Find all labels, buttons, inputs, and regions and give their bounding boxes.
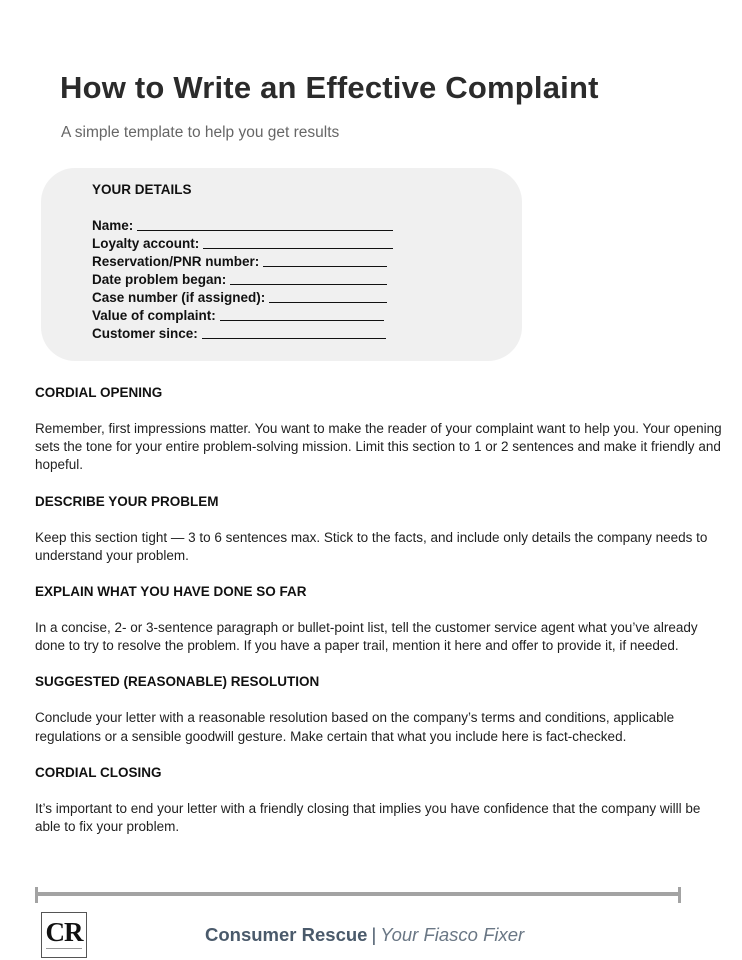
logo-underline bbox=[46, 948, 82, 951]
section-heading: CORDIAL OPENING bbox=[35, 385, 163, 400]
field-label: Value of complaint: bbox=[92, 308, 216, 323]
loyalty-account-field[interactable] bbox=[92, 233, 522, 251]
page-subtitle: A simple template to help you get results bbox=[61, 124, 340, 141]
divider-right-cap bbox=[678, 887, 681, 903]
fill-in-line[interactable] bbox=[220, 308, 384, 321]
field-label: Date problem began: bbox=[92, 272, 227, 287]
fill-in-line[interactable] bbox=[137, 218, 393, 231]
reservation-pnr-field[interactable] bbox=[92, 251, 522, 269]
section-heading: SUGGESTED (REASONABLE) RESOLUTION bbox=[35, 674, 320, 690]
date-problem-began-field[interactable] bbox=[92, 269, 522, 287]
section-heading: CORDIAL CLOSING bbox=[35, 764, 162, 780]
field-label: Customer since: bbox=[92, 326, 198, 341]
brand-tagline: Your Fiasco Fixer bbox=[380, 924, 525, 945]
guidance-sections bbox=[35, 384, 725, 854]
fill-in-line[interactable] bbox=[202, 326, 386, 339]
details-heading: YOUR DETAILS bbox=[92, 182, 192, 197]
brand-name: Consumer Rescue bbox=[205, 924, 368, 945]
value-of-complaint-field[interactable] bbox=[92, 305, 522, 323]
section-describe-problem bbox=[35, 493, 725, 565]
brand-separator: | bbox=[371, 924, 377, 945]
page-title: How to Write an Effective Complaint bbox=[60, 70, 599, 105]
section-heading: EXPLAIN WHAT YOU HAVE DONE SO FAR bbox=[35, 584, 307, 600]
section-cordial-closing bbox=[35, 764, 725, 836]
fill-in-line[interactable] bbox=[230, 272, 387, 285]
footer-divider bbox=[35, 892, 681, 896]
fill-in-line[interactable] bbox=[203, 236, 393, 249]
fill-in-line[interactable] bbox=[269, 290, 387, 303]
footer-branding bbox=[205, 924, 524, 946]
section-heading: DESCRIBE YOUR PROBLEM bbox=[35, 493, 219, 509]
your-details-card bbox=[41, 168, 522, 361]
customer-since-field[interactable] bbox=[92, 323, 522, 341]
fill-in-line[interactable] bbox=[263, 254, 387, 267]
section-suggested-resolution bbox=[35, 673, 725, 745]
field-label: Reservation/PNR number: bbox=[92, 254, 260, 269]
section-body: In a concise, 2- or 3-sentence paragraph or bullet-point list, tell the customer service agent what you’ve already done to try to resolve the problem. If you have a paper trail, mention it here and offer to provide it, if needed. bbox=[35, 620, 698, 654]
section-body: Conclude your letter with a reasonable resolution based on the company’s terms and conditions, applicable regulations or a sensible goodwill gesture. Make certain that what you include here is fact-checked. bbox=[35, 710, 675, 744]
logo-monogram: CR bbox=[45, 917, 83, 947]
case-number-field[interactable] bbox=[92, 287, 522, 305]
field-label: Name: bbox=[92, 218, 134, 233]
name-field[interactable] bbox=[92, 215, 522, 233]
section-body: It’s important to end your letter with a friendly closing that implies you have confidence that the company willl be able to fix your problem. bbox=[35, 800, 701, 835]
consumer-rescue-logo bbox=[41, 912, 87, 958]
section-body: Remember, first impressions matter. You want to make the reader of your complaint want to help you. Your opening sets the tone for your entire problem-solving mission. Limit this section to 1 or 2 sentences and make it friendly and hopeful. bbox=[35, 421, 722, 473]
section-body: Keep this section tight — 3 to 6 sentences max. Stick to the facts, and include only details the company needs to understand your problem. bbox=[35, 529, 708, 563]
section-done-so-far bbox=[35, 583, 725, 655]
field-label: Loyalty account: bbox=[92, 236, 200, 251]
section-cordial-opening bbox=[35, 384, 725, 475]
field-label: Case number (if assigned): bbox=[92, 290, 266, 305]
